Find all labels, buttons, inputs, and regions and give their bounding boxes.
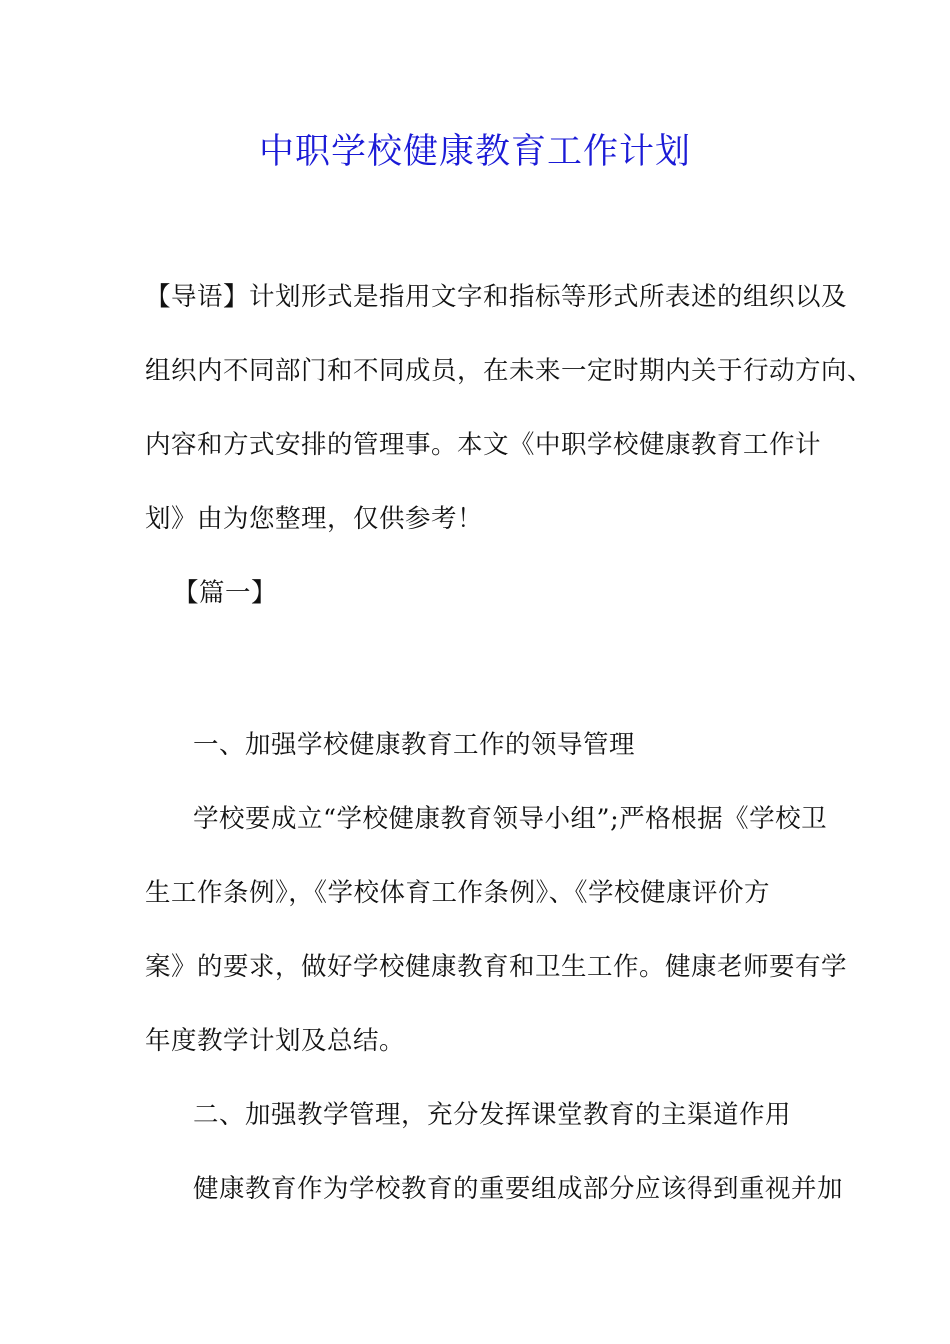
intro-line-2: 组织内不同部门和不同成员，在未来一定时期内关于行动方向、	[145, 356, 874, 386]
intro-line-1: 【导语】计划形式是指用文字和指标等形式所表述的组织以及	[145, 282, 848, 312]
section2-heading: 二、加强教学管理，充分发挥课堂教育的主渠道作用	[193, 1100, 792, 1130]
section1-line-1: 学校要成立“学校健康教育领导小组”;严格根据《学校卫	[193, 804, 828, 834]
section1-line-2: 生工作条例》，《学校体育工作条例》、《学校健康评价方	[145, 878, 771, 908]
intro-line-4: 划》由为您整理，仅供参考！	[145, 504, 484, 534]
intro-line-3: 内容和方式安排的管理事。本文《中职学校健康教育工作计	[145, 430, 822, 460]
section1-line-4: 年度教学计划及总结。	[145, 1026, 406, 1056]
section1-line-3: 案》的要求，做好学校健康教育和卫生工作。健康老师要有学	[145, 952, 848, 982]
part-label: 【篇一】	[173, 578, 278, 608]
document-title: 中职学校健康教育工作计划	[258, 132, 691, 172]
section1-heading: 一、加强学校健康教育工作的领导管理	[193, 730, 636, 760]
section2-line-1: 健康教育作为学校教育的重要组成部分应该得到重视并加	[193, 1174, 844, 1204]
